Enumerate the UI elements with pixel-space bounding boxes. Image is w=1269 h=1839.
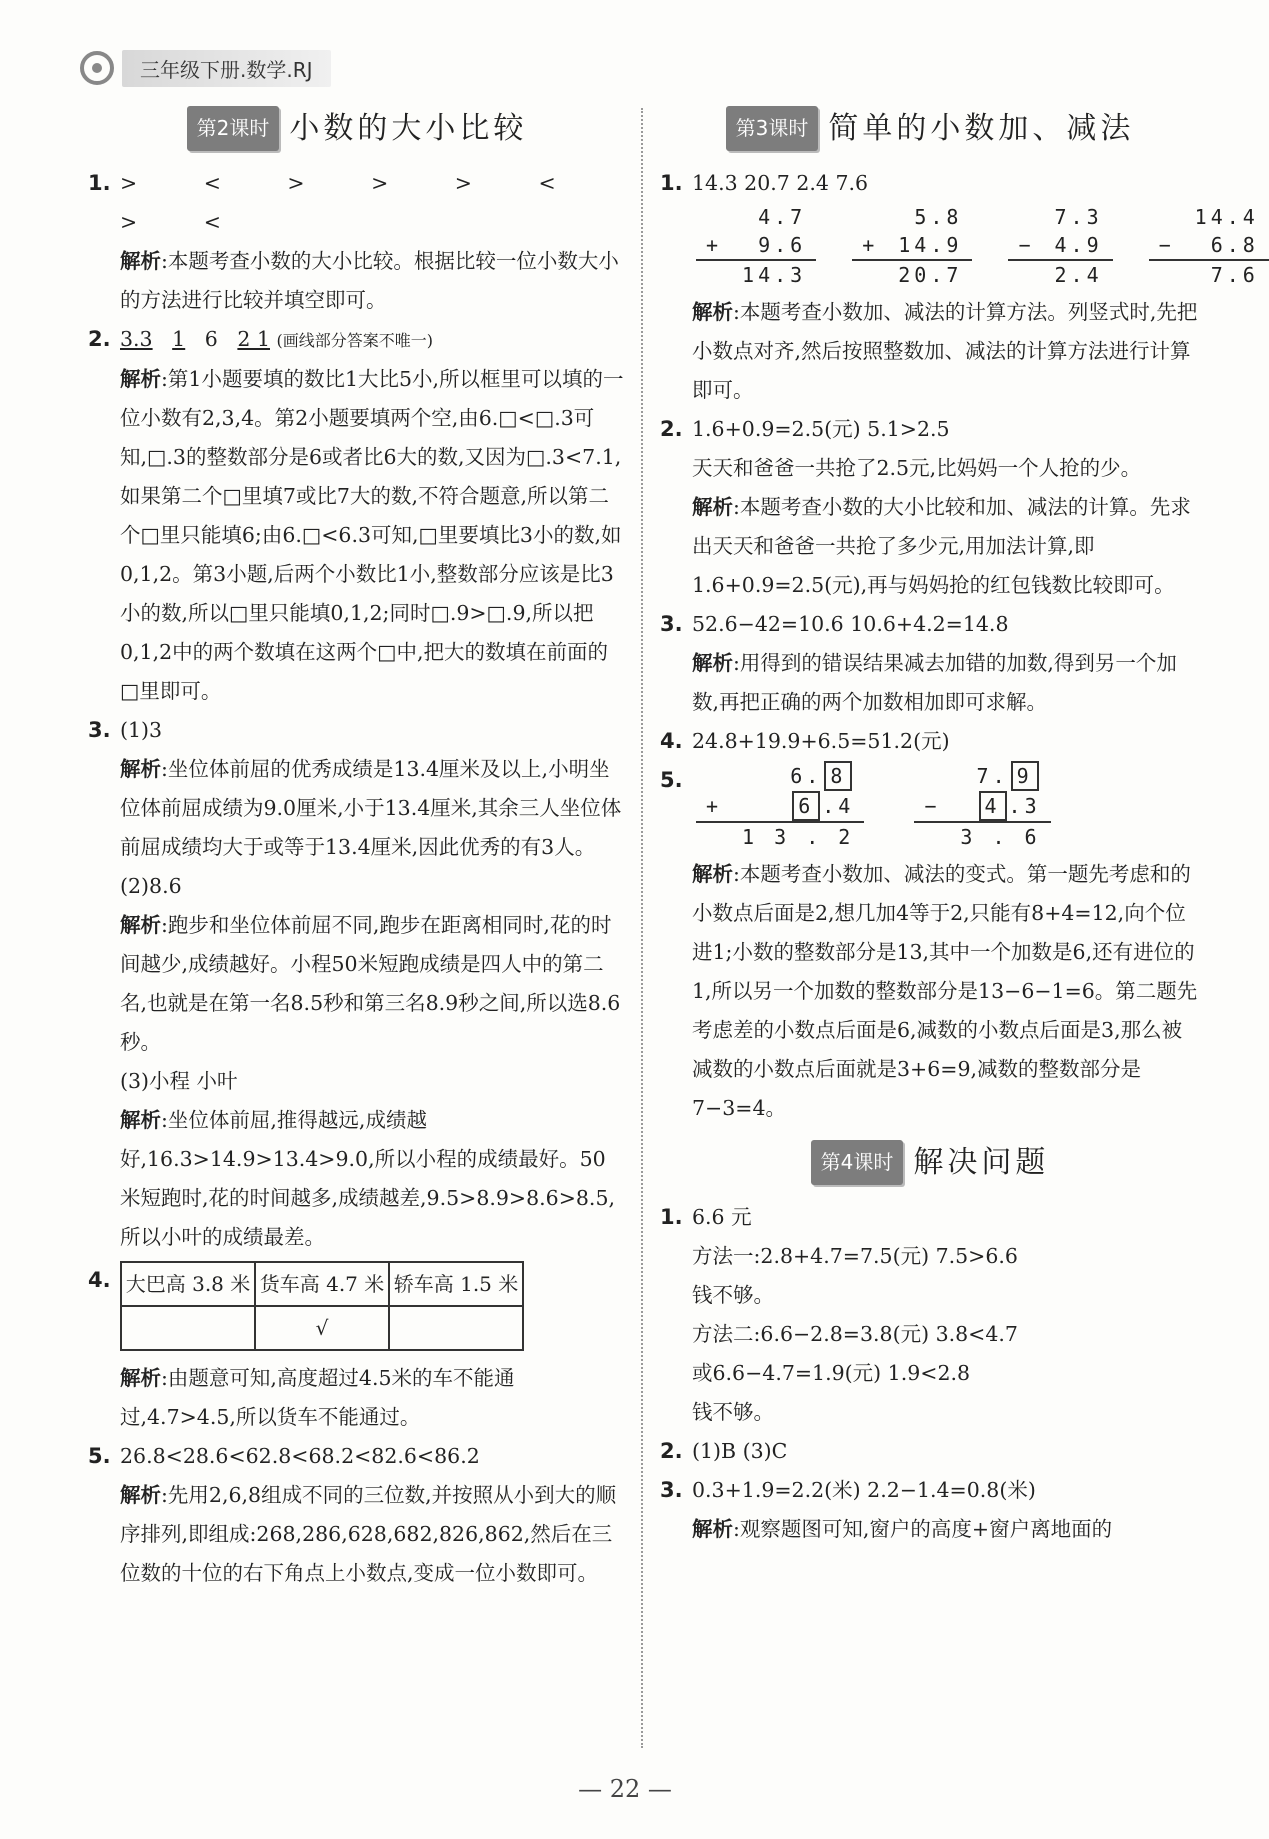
vertical-calc bbox=[1008, 203, 1112, 289]
answer-box: 9 bbox=[1011, 761, 1039, 791]
method-1-conclusion: 钱不够。 bbox=[692, 1283, 774, 1307]
addition-calc: 6. 8 + 6 .4 1 3 . 2 bbox=[696, 761, 864, 851]
result: 20.7 bbox=[888, 260, 972, 289]
question-number: 4. bbox=[660, 729, 683, 753]
answer-part: 2 1 bbox=[237, 327, 270, 351]
question-5 bbox=[88, 1437, 626, 1593]
result: 3 . 6 bbox=[950, 822, 1050, 851]
analysis-text: :坐位体前屈,推得越远,成绩越好,16.3>14.9>13.4>9.0,所以小程的成绩最好。50米短跑时,花的时间越多,成绩越差,9.5>8.9>8.6>8.5,所以小叶的成绩最差。 bbox=[120, 1108, 616, 1249]
analysis-text: :用得到的错误结果减去加错的加数,得到另一个加数,再把正确的两个加数相加即可求解。 bbox=[692, 651, 1177, 714]
lesson-badge: 第3课时 bbox=[726, 106, 819, 151]
question-number: 5. bbox=[660, 768, 683, 792]
question-3 bbox=[660, 605, 1200, 722]
answer: (3)小程 小叶 bbox=[120, 1069, 238, 1093]
analysis-text: :本题考查小数的大小比较和加、减法的计算。先求出天天和爸爸一共抢了多少元,用加法计算,即1.6+0.9=2.5(元),再与妈妈抢的红包钱数比较即可。 bbox=[692, 495, 1191, 597]
question-2 bbox=[88, 320, 626, 711]
table-header: 货车高 4.7 米 bbox=[255, 1262, 389, 1306]
answer bbox=[120, 320, 626, 360]
question-number: 2. bbox=[88, 327, 111, 351]
analysis-text: :本题考查小数的大小比较。根据比较一位小数大小的方法进行比较并填空即可。 bbox=[120, 249, 619, 312]
analysis-text: :本题考查小数加、减法的计算方法。列竖式时,先把小数点对齐,然后按照整数加、减法的计算方法进行计算即可。 bbox=[692, 300, 1198, 402]
operand: 6.8 bbox=[1210, 233, 1259, 257]
analysis-label: 解析 bbox=[120, 913, 161, 937]
question-5 bbox=[660, 761, 1200, 1128]
question-1 bbox=[660, 1198, 1200, 1432]
analysis-text: :坐位体前屈的优秀成绩是13.4厘米及以上,小明坐位体前屈成绩为9.0厘米,小于13.4厘米,其余三人坐位体前屈成绩均大于或等于13.4厘米,因此优秀的有3人。 bbox=[120, 757, 622, 859]
analysis-label: 解析 bbox=[692, 300, 733, 324]
digit: 6 bbox=[790, 764, 807, 788]
operand: 4.7 bbox=[758, 205, 807, 229]
operand: 7.3 bbox=[1054, 205, 1103, 229]
result: 2.4 bbox=[1044, 260, 1112, 289]
column-divider bbox=[641, 108, 645, 1748]
question-number: 1. bbox=[660, 171, 683, 195]
section-title bbox=[88, 100, 626, 156]
table-cell: √ bbox=[255, 1306, 389, 1350]
answer-part: 3.3 bbox=[120, 327, 153, 351]
answer: 1.6+0.9=2.5(元) 5.1>2.5 bbox=[692, 417, 950, 441]
analysis-text: :跑步和坐位体前屈不同,跑步在距离相同时,花的时间越少,成绩越好。小程50米短跑成绩是四人中的第二名,也就是在第一名8.5秒和第三名8.9秒之间,所以选8.6秒。 bbox=[120, 913, 621, 1054]
answer: > < > > > < > < bbox=[120, 171, 586, 234]
answer: 6.6 元 bbox=[692, 1205, 752, 1229]
question-3 bbox=[88, 711, 626, 1257]
lesson-title: 简单的小数加、减法 bbox=[828, 110, 1135, 146]
question-number: 1. bbox=[660, 1205, 683, 1229]
vertical-calc bbox=[852, 203, 972, 289]
analysis-label: 解析 bbox=[692, 495, 733, 519]
section-title bbox=[660, 1134, 1200, 1190]
analysis-label: 解析 bbox=[120, 1483, 161, 1507]
analysis-label: 解析 bbox=[120, 367, 161, 391]
result: 7.6 bbox=[1185, 260, 1269, 289]
analysis-label: 解析 bbox=[120, 1366, 161, 1390]
box-calculations bbox=[696, 761, 1200, 855]
answer: 0.3+1.9=2.2(米) 2.2−1.4=0.8(米) bbox=[692, 1478, 1036, 1502]
question-number: 2. bbox=[660, 1439, 683, 1463]
vertical-calc bbox=[696, 203, 816, 289]
operator: + bbox=[706, 233, 723, 257]
vertical-calculations bbox=[696, 203, 1259, 293]
analysis-text: :第1小题要填的数比1大比5小,所以框里可以填的一位小数有2,3,4。第2小题要填两个空,由6.□<□.3可知,□.3的整数部分是6或者比6大的数,又因为□.3<7.1,如果第二个□里填7或比7大的数,不符合题意,所以第二个□里只能填6;由6.□<6.3可知,□里要填比3小的数,如0,1,2。第3小题,后两个小数比1小,整数部分应该是比3小的数,所以□里只能填0,1,2;同时□.9>□.9,所以把0,1,2中的两个数填在这两个□中,把大的数填在前面的□里即可。 bbox=[120, 367, 624, 703]
answer: (1)3 bbox=[120, 718, 163, 742]
vehicle-table bbox=[120, 1261, 524, 1351]
right-column bbox=[660, 100, 1259, 1549]
analysis-label: 解析 bbox=[120, 757, 161, 781]
question-number: 3. bbox=[660, 1478, 683, 1502]
answer: (2)8.6 bbox=[120, 874, 182, 898]
answer: 14.3 20.7 2.4 7.6 bbox=[692, 171, 869, 195]
result: 1 3 . 2 bbox=[732, 822, 864, 851]
question-number: 1. bbox=[88, 171, 111, 195]
operator: + bbox=[862, 233, 879, 257]
digit: 7 bbox=[976, 764, 993, 788]
answer: 26.8<28.6<62.8<68.2<82.6<86.2 bbox=[120, 1444, 480, 1468]
operator: − bbox=[1158, 233, 1175, 257]
analysis-label: 解析 bbox=[692, 1517, 733, 1541]
answer-box: 4 bbox=[979, 791, 1007, 821]
method-2-conclusion: 钱不够。 bbox=[692, 1400, 774, 1424]
answer: 天天和爸爸一共抢了2.5元,比妈妈一个人抢的少。 bbox=[692, 456, 1142, 480]
analysis-label: 解析 bbox=[692, 651, 733, 675]
result: 14.3 bbox=[732, 260, 816, 289]
answer-part: 1 bbox=[172, 327, 186, 351]
table-header: 轿车高 1.5 米 bbox=[389, 1262, 523, 1306]
analysis-text: :观察题图可知,窗户的高度+窗户离地面的 bbox=[733, 1517, 1113, 1541]
operand: 4.9 bbox=[1054, 233, 1103, 257]
answer: 24.8+19.9+6.5=51.2(元) bbox=[692, 729, 950, 753]
method-2: 方法二:6.6−2.8=3.8(元) 3.8<4.7 bbox=[692, 1322, 1018, 1346]
analysis-text: :本题考查小数加、减法的变式。第一题先考虑和的小数点后面是2,想几加4等于2,只能有8+4=12,向个位进1;小数的整数部分是13,其中一个加数是6,还有进位的1,所以另一个加数的整数部分是13−6−1=6。第二题先考虑差的小数点后面是6,减数的小数点后面是3,那么被减数的小数点后面就是3+6=9,减数的整数部分是7−3=4。 bbox=[692, 862, 1198, 1120]
operand: 5.8 bbox=[914, 205, 963, 229]
method-2-alt: 或6.6−4.7=1.9(元) 1.9<2.8 bbox=[692, 1361, 971, 1385]
page-number: — 22 — bbox=[578, 1775, 672, 1803]
question-number: 3. bbox=[88, 718, 111, 742]
question-1 bbox=[88, 164, 626, 320]
question-4 bbox=[660, 722, 1200, 761]
subtraction-calc: 7. 9 − 4 .3 3 . 6 bbox=[914, 761, 1050, 851]
analysis-label: 解析 bbox=[120, 1108, 161, 1132]
operand: 14.4 bbox=[1194, 205, 1259, 229]
question-number: 2. bbox=[660, 417, 683, 441]
table-cell bbox=[121, 1306, 255, 1350]
lesson-title: 小数的大小比较 bbox=[289, 110, 528, 146]
header-logo-icon bbox=[80, 51, 114, 85]
operator: − bbox=[1018, 233, 1035, 257]
analysis-text: :先用2,6,8组成不同的三位数,并按照从小到大的顺序排列,即组成:268,286,628,682,826,862,然后在三位数的十位的右下角点上小数点,变成一位小数即可。 bbox=[120, 1483, 617, 1585]
answer-box: 8 bbox=[824, 761, 852, 791]
operand: 14.9 bbox=[898, 233, 963, 257]
operand: 9.6 bbox=[758, 233, 807, 257]
question-3 bbox=[660, 1471, 1200, 1549]
answer-part: 6 bbox=[204, 327, 218, 351]
answer: 52.6−42=10.6 10.6+4.2=14.8 bbox=[692, 612, 1009, 636]
left-column bbox=[88, 100, 626, 1593]
page-header bbox=[80, 46, 360, 90]
analysis-label: 解析 bbox=[692, 862, 733, 886]
lesson-title: 解决问题 bbox=[913, 1144, 1050, 1180]
digit: 4 bbox=[838, 794, 855, 818]
table-header: 大巴高 3.8 米 bbox=[121, 1262, 255, 1306]
question-number: 5. bbox=[88, 1444, 111, 1468]
digit: 3 bbox=[1024, 794, 1041, 818]
lesson-badge: 第4课时 bbox=[811, 1140, 904, 1185]
question-number: 4. bbox=[88, 1268, 111, 1292]
header-label: 三年级下册.数学.RJ bbox=[122, 50, 331, 87]
answer: (1)B (3)C bbox=[692, 1439, 788, 1463]
analysis-text: :由题意可知,高度超过4.5米的车不能通过,4.7>4.5,所以货车不能通过。 bbox=[120, 1366, 515, 1429]
method-1: 方法一:2.8+4.7=7.5(元) 7.5>6.6 bbox=[692, 1244, 1018, 1268]
section-title bbox=[660, 100, 1200, 156]
question-number: 3. bbox=[660, 612, 683, 636]
question-4 bbox=[88, 1261, 626, 1437]
vertical-calc bbox=[1149, 203, 1269, 289]
question-2 bbox=[660, 1432, 1200, 1471]
analysis-label: 解析 bbox=[120, 249, 161, 273]
answer-note: (画线部分答案不唯一) bbox=[276, 331, 434, 350]
table-cell bbox=[389, 1306, 523, 1350]
lesson-badge: 第2课时 bbox=[187, 106, 280, 151]
question-1 bbox=[660, 164, 1259, 410]
answer-box: 6 bbox=[792, 791, 820, 821]
question-2 bbox=[660, 410, 1200, 605]
